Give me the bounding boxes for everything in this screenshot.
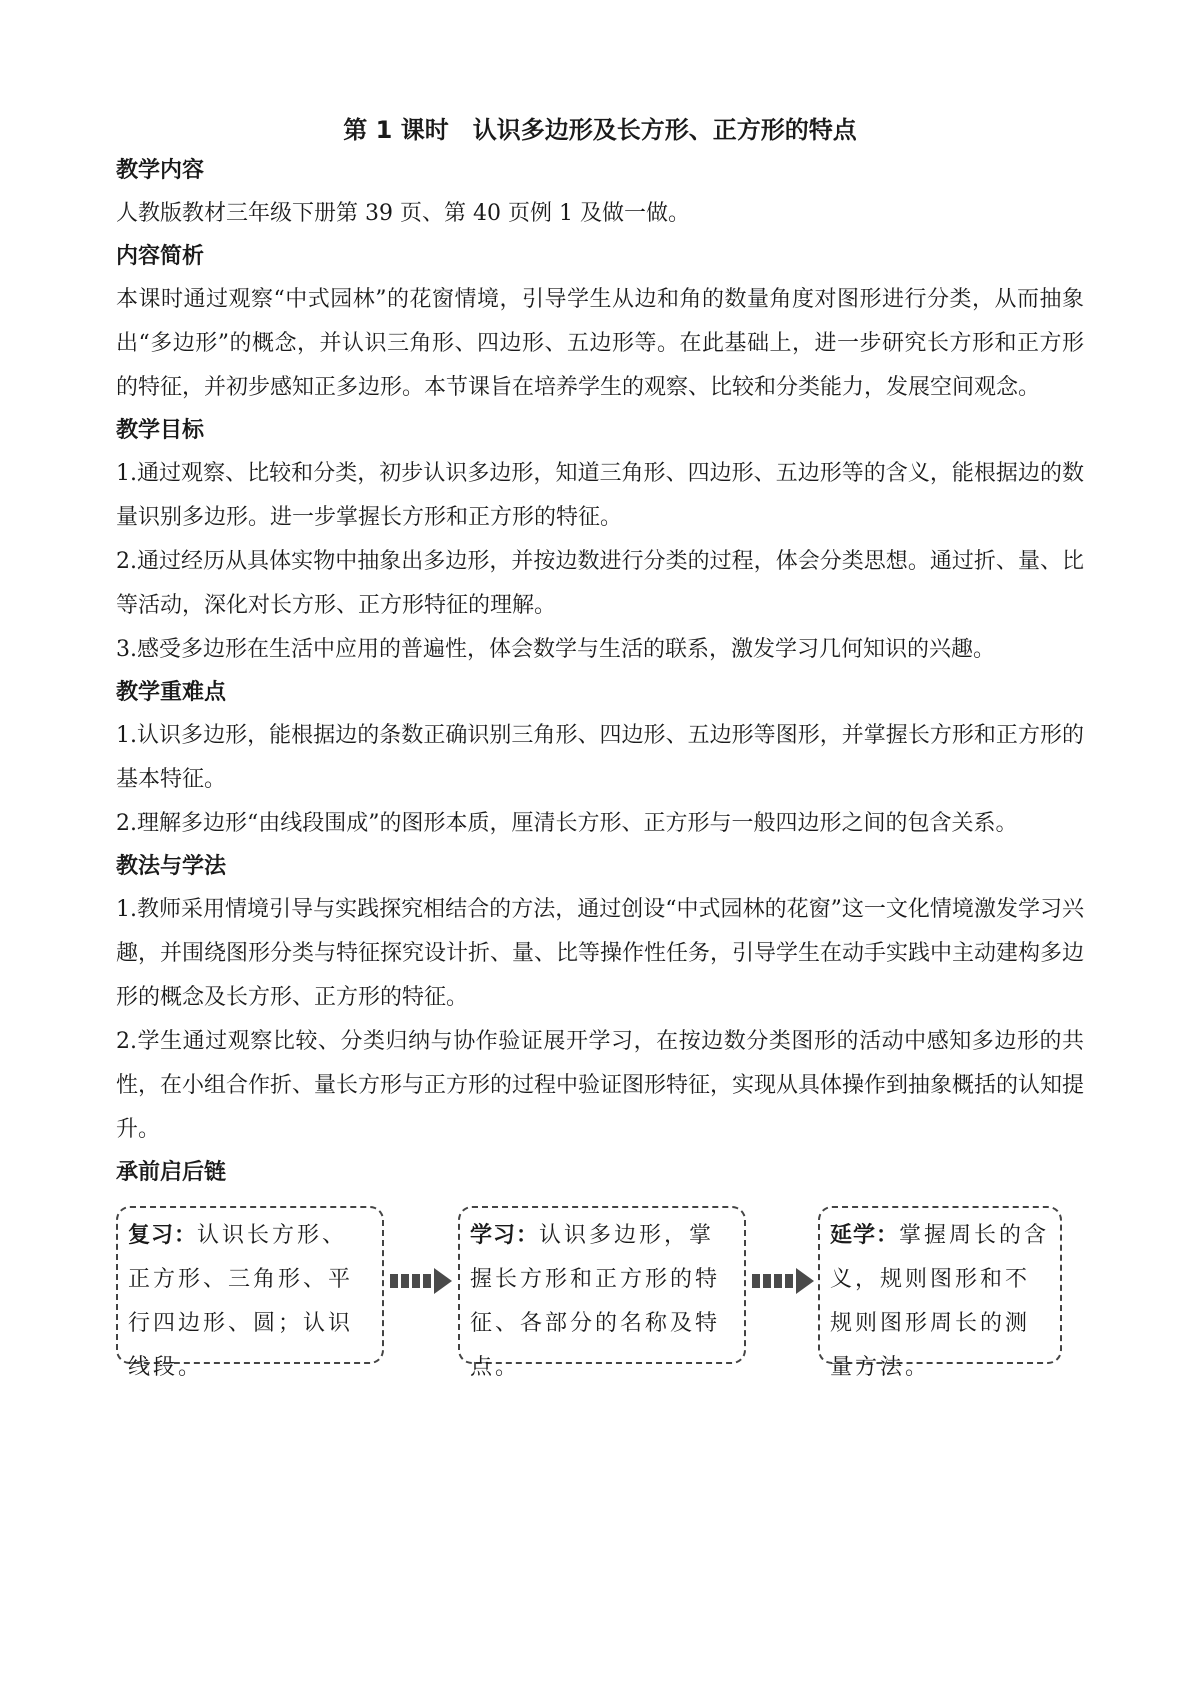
document-content — [116, 110, 1084, 1386]
section-heading-methods: 教法与学法 — [116, 854, 227, 879]
section-paragraph: 1.教师采用情境引导与实践探究相结合的方法，通过创设“中式园林的花窗”这一文化情境激发学习兴趣，并围绕图形分类与特征探究设计折、量、比等操作性任务，引导学生在动手实践中主动建构多边形的概念及长方形、正方形的特征。 — [116, 897, 1085, 1010]
chain-text: 认识长方形、正方形、三角形、平行四边形、圆；认识线段。 — [128, 1223, 354, 1380]
arrow-right-icon — [390, 1266, 454, 1296]
section-paragraph: 2.理解多边形“由线段围成”的图形本质，厘清长方形、正方形与一般四边形之间的包含关系。 — [116, 811, 1018, 836]
section-paragraph: 3.感受多边形在生活中应用的普遍性，体会数学与生活的联系，激发学习几何知识的兴趣。 — [116, 637, 995, 662]
lesson-number: 第 1 课时 — [343, 116, 449, 144]
section-paragraph: 2.学生通过观察比较、分类归纳与协作验证展开学习，在按边数分类图形的活动中感知多边形的共性，在小组合作折、量长方形与正方形的过程中验证图形特征，实现从具体操作到抽象概括的认知提升。 — [116, 1029, 1085, 1142]
lesson-topic: 认识多边形及长方形、正方形的特点 — [472, 116, 857, 144]
chain-label: 延学： — [830, 1223, 900, 1248]
section-paragraph: 1.认识多边形，能根据边的条数正确识别三角形、四边形、五边形等图形，并掌握长方形和正方形的基本特征。 — [116, 723, 1084, 792]
section-heading-key-points: 教学重难点 — [116, 680, 227, 705]
page-title — [116, 110, 1084, 150]
arrow-right-icon — [752, 1266, 816, 1296]
section-paragraph: 人教版教材三年级下册第 39 页、第 40 页例 1 及做一做。 — [116, 201, 690, 226]
section-heading-objectives: 教学目标 — [116, 418, 205, 443]
section-heading-analysis: 内容简析 — [116, 244, 205, 269]
knowledge-chain — [116, 1206, 1084, 1386]
section-heading-content: 教学内容 — [116, 158, 205, 183]
section-paragraph: 2.通过经历从具体实物中抽象出多边形，并按边数进行分类的过程，体会分类思想。通过折、量、比等活动，深化对长方形、正方形特征的理解。 — [116, 549, 1084, 618]
chain-box-extend — [818, 1206, 1062, 1380]
section-heading-chain: 承前启后链 — [116, 1160, 227, 1185]
chain-box-review — [116, 1206, 384, 1380]
chain-label: 复习： — [128, 1223, 198, 1248]
chain-box-learn — [458, 1206, 746, 1380]
section-paragraph: 1.通过观察、比较和分类，初步认识多边形，知道三角形、四边形、五边形等的含义，能根据边的数量识别多边形。进一步掌握长方形和正方形的特征。 — [116, 461, 1084, 530]
chain-label: 学习： — [470, 1223, 540, 1248]
section-paragraph: 本课时通过观察“中式园林”的花窗情境，引导学生从边和角的数量角度对图形进行分类，从而抽象出“多边形”的概念，并认识三角形、四边形、五边形等。在此基础上，进一步研究长方形和正方形的特征，并初步感知正多边形。本节课旨在培养学生的观察、比较和分类能力，发展空间观念。 — [116, 287, 1084, 400]
chain-text: 认识多边形，掌握长方形和正方形的特征、各部分的名称及特点。 — [470, 1223, 721, 1380]
chain-text: 掌握周长的含义，规则图形和不规则图形周长的测量方法。 — [830, 1223, 1050, 1380]
